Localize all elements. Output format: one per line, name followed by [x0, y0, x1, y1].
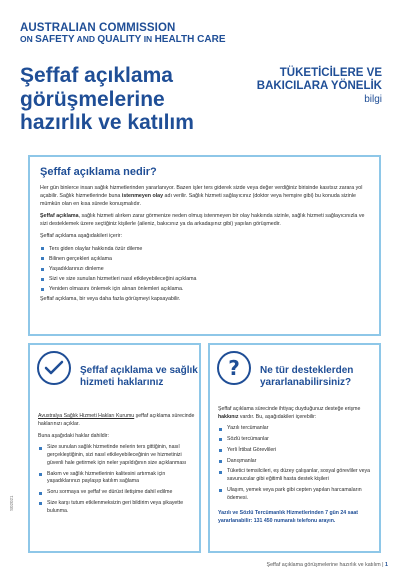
- list-item: Size sunulan sağlık hizmetinde nelerin ters gittiğinin, nasıl gerçekleştiğinin, sizi nasıl etkileyebileceğinin ve hizmetinizi güvenli hale getirmek için neler yapıldığının size açıklanması: [38, 444, 196, 467]
- section-heading: Şeffaf açıklama nedir?: [40, 166, 157, 178]
- list-item: Yerli İrtibat Görevlileri: [218, 447, 376, 455]
- document-code: S02021: [9, 495, 14, 511]
- list-item: Yeniden olmasını önlemek için alınan önlemleri açıklama.: [40, 285, 369, 293]
- commission-logo: [20, 22, 226, 46]
- list-item: Ulaşım, yemek veya park gibi cepten yapılan harcamaların ödemesi.: [218, 487, 376, 503]
- list-item: Sizi ve size sunulan hizmetleri nasıl etkileyebileceğini açıklama: [40, 275, 369, 283]
- footer-separator: |: [382, 562, 384, 568]
- page-number: 1: [385, 562, 388, 568]
- logo-line-1: AUSTRALIAN COMMISSION: [20, 22, 176, 34]
- list-item: Soru sormaya ve şeffaf ve dürüst iletişime dahil edilme: [38, 489, 196, 497]
- audience-label: [257, 67, 382, 105]
- interpreter-contact: Yazılı ve Sözlü Tercümanlık Hizmetlerinden 7 gün 24 saat yararlanabilir: 131 450 numaralı telefonu arayın.: [218, 509, 359, 524]
- rights-heading: Şeffaf açıklama ve sağlık hizmeti haklarınız: [80, 365, 198, 388]
- supports-box: [208, 343, 381, 553]
- supports-list: [218, 425, 376, 502]
- audience-line-3: bilgi: [364, 93, 382, 105]
- footer-title: Şeffaf açıklama görüşmelerine hazırlık ve katılım: [266, 562, 381, 568]
- list-item: Size karşı tutum etkilenmeksizin geri bildirim veya şikayette bulunma.: [38, 500, 196, 516]
- supports-body: [218, 405, 376, 529]
- list-item: Yaşadıklarınızı dinleme: [40, 265, 369, 273]
- list-item: Ters giden olaylar hakkında özür dileme: [40, 245, 369, 253]
- includes-list: [40, 245, 369, 294]
- list-item: Danışmanlar: [218, 458, 376, 466]
- rights-body: [38, 412, 196, 519]
- rights-box: [28, 343, 201, 553]
- list-item: Tüketici temsilcileri, eş düzey çalışanlar, sosyal görevliler veya savunucular gibi eğitimli hasta destek kişileri: [218, 468, 376, 484]
- what-is-open-disclosure-box: [28, 155, 381, 336]
- supports-intro: Şeffaf açıklama sürecinde ihtiyaç duyduğunuz desteğe erişme hakkınız vardır. Bu, aşağıdakileri içerebilir:: [218, 406, 361, 421]
- supports-heading: Ne tür desteklerden yararlanabilirsiniz?: [260, 365, 354, 388]
- list-item: Yazılı tercümanlar: [218, 425, 376, 433]
- audience-line-2: BAKICILARA YÖNELİK: [256, 79, 382, 92]
- page-footer: [267, 562, 388, 568]
- checkmark-icon: [37, 351, 71, 385]
- closing-paragraph: Şeffaf açıklama, bir veya daha fazla görüşmeyi kapsayabilir.: [40, 295, 181, 302]
- rights-list: [38, 444, 196, 515]
- rights-charter-link[interactable]: Avustralya Sağlık Hizmeti Hakları Kurumu: [38, 413, 135, 419]
- list-intro: Şeffaf açıklama aşağıdakileri içerir:: [40, 232, 123, 239]
- logo-line-2: ON SAFETY AND QUALITY IN HEALTH CARE: [20, 34, 226, 46]
- list-item: Sözlü tercümanlar: [218, 436, 376, 444]
- definition-paragraph: Şeffaf açıklama, sağlık hizmeti alırken zarar görmenize neden olmuş istenmeyen bir olay hakkında sizinle, sağlık hizmeti sağlayıcınızla ve sizi desteklemek üzere seçtiğiniz kişilerle (aileniz, bakıcınız ya da arkadaşınız gibi) yapılan görüşmedir.: [40, 212, 365, 227]
- rights-list-intro: Buna aşağıdaki haklar dahildir:: [38, 433, 109, 440]
- question-mark-icon: ?: [217, 351, 251, 385]
- list-item: Bakım ve sağlık hizmetlerinin kalitesini artırmak için yaşadıklarınızı paylaşıp katılım sağlama: [38, 471, 196, 487]
- page-title: Şeffaf açıklama görüşmelerine hazırlık ve katılım: [20, 64, 194, 135]
- list-item: Bilinen gerçekleri açıklama: [40, 255, 369, 263]
- rights-intro: Avustralya Sağlık Hizmeti Hakları Kurumu şeffaf açıklama sürecinde haklarınızı açıklar.: [38, 413, 195, 428]
- audience-line-1: TÜKETİCİLERE VE: [279, 67, 382, 79]
- intro-paragraph: Her gün binlerce insan sağlık hizmetlerinden yararlanıyor. Bazen işler ters giderek sizde veya değer verdiğiniz birisinde kasıtsız zarara yol açabilir. Sağlık hizmetlerinde buna istenmeyen olay adı verilir. Sağlık hizmeti sağlayıcınız (doktor veya hemşire gibi) bu konuda sizinle mümkün olan en kısa sürede konuşmalıdır.: [40, 185, 363, 207]
